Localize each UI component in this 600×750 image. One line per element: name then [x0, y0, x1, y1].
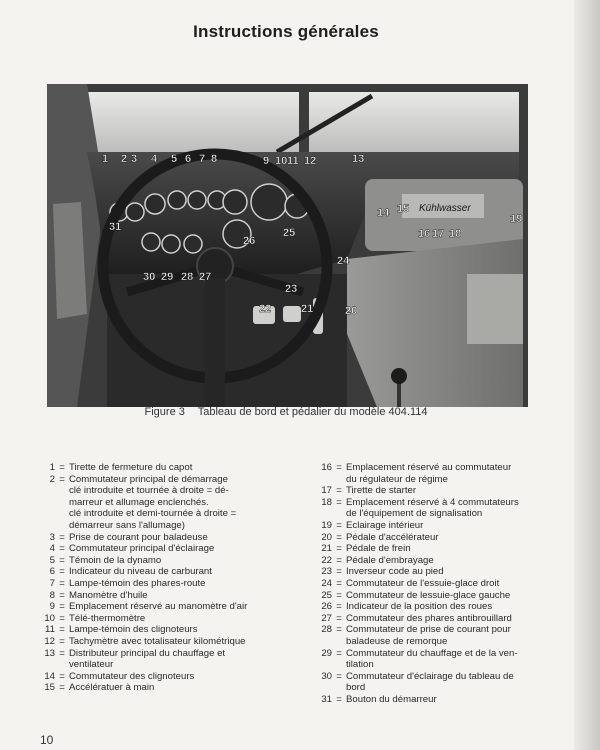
legend-number: 12	[44, 635, 55, 647]
callout-26: 26	[243, 235, 256, 247]
legend-text: Commutateur de prise de courant pour	[346, 624, 511, 636]
legend-equals: =	[336, 531, 342, 543]
legend-text: Télé-thermomètre	[69, 612, 146, 624]
legend-item-13	[33, 648, 303, 660]
legend-text: Commutateur des phares antibrouillard	[346, 612, 512, 624]
figure-label: Figure 3	[144, 406, 185, 418]
legend-text: Pédale de frein	[346, 543, 411, 555]
legend-item-10	[33, 613, 303, 625]
legend-item-28-cont	[310, 636, 532, 648]
legend-equals: =	[336, 519, 342, 531]
callout-18: 18	[449, 228, 462, 240]
callout-1: 1	[102, 153, 109, 165]
legend-number: 3	[49, 531, 55, 543]
gear-knob	[391, 368, 407, 384]
callout-23: 23	[285, 283, 298, 295]
legend-text: Lampe-témoin des phares-route	[69, 577, 206, 589]
callout-15: 15	[397, 203, 410, 215]
legend-item-30	[310, 671, 532, 683]
callout-7: 7	[199, 153, 206, 165]
legend-text: de l'équipement de signalisation	[346, 508, 483, 520]
legend-text: Emplacement réservé au commutateur	[346, 462, 512, 473]
legend-item-2-cont	[33, 520, 303, 532]
legend-item-2	[33, 474, 303, 486]
gauge-dial	[251, 184, 287, 220]
legend-equals: =	[59, 612, 65, 624]
callout-6: 6	[185, 153, 192, 165]
legend-text: clé introduite et demi-tournée à droite =	[69, 508, 237, 520]
legend-item-18	[310, 497, 532, 509]
page-title: Instructions générales	[193, 22, 379, 41]
callout-2: 2	[121, 153, 128, 165]
legend-item-12	[33, 636, 303, 648]
legend-equals: =	[336, 577, 342, 589]
legend-item-27	[310, 613, 532, 625]
legend-equals: =	[59, 473, 65, 485]
legend-item-16	[310, 462, 532, 474]
gauge-dial	[145, 194, 165, 214]
callout-28: 28	[181, 271, 194, 283]
legend-item-16-cont	[310, 474, 532, 486]
callout-16: 16	[418, 228, 431, 240]
callout-13: 13	[352, 153, 365, 165]
legend-equals: =	[336, 462, 342, 473]
callout-9: 9	[263, 155, 270, 167]
steering-column	[205, 278, 225, 407]
windshield-left-pane	[87, 92, 299, 152]
legend-item-24	[310, 578, 532, 590]
legend-right-column	[310, 462, 532, 705]
callout-30: 30	[143, 271, 156, 283]
callout-3: 3	[131, 153, 138, 165]
legend-equals: =	[59, 543, 65, 555]
legend-text: baladeuse de remorque	[346, 635, 448, 647]
legend-equals: =	[336, 485, 342, 497]
legend-number: 13	[44, 647, 55, 659]
legend-text: Tirette de fermeture du capot	[69, 462, 193, 473]
legend-item-9	[33, 601, 303, 613]
legend-item-13-cont	[33, 659, 303, 671]
legend-text: Accélératuer à main	[69, 682, 155, 694]
legend-text: Commutateur de l'essuie-glace droit	[346, 577, 500, 589]
legend-number: 19	[321, 519, 332, 531]
legend-equals: =	[336, 496, 342, 508]
legend-number: 21	[321, 543, 332, 555]
legend-number: 28	[321, 624, 332, 636]
legend-equals: =	[336, 612, 342, 624]
legend-number: 24	[321, 577, 332, 589]
dashboard-photo	[47, 84, 528, 407]
legend-equals: =	[59, 601, 65, 613]
gauge-dial	[126, 203, 144, 221]
legend-text: Eclairage intérieur	[346, 519, 424, 531]
legend-item-2-cont	[33, 508, 303, 520]
legend-number: 1	[49, 462, 55, 473]
gauge-dial	[168, 191, 186, 209]
legend-text: Commutateur de lessuie-glace gauche	[346, 589, 511, 601]
coolant-plate-text: Kühlwasser	[419, 203, 471, 214]
legend-number: 6	[49, 566, 55, 578]
callout-31: 31	[109, 221, 122, 233]
legend-item-19	[310, 520, 532, 532]
legend-number: 23	[321, 566, 332, 578]
legend-number: 15	[44, 682, 55, 694]
legend-text: ventilateur	[69, 659, 114, 671]
legend-equals: =	[59, 635, 65, 647]
legend-item-18-cont	[310, 508, 532, 520]
legend-equals: =	[336, 566, 342, 578]
legend-item-29-cont	[310, 659, 532, 671]
legend-item-8	[33, 590, 303, 602]
gauge-dial	[188, 191, 206, 209]
legend-number: 11	[45, 624, 55, 636]
legend-number: 22	[321, 554, 332, 566]
legend-text: Emplacement réservé à 4 commutateurs	[346, 496, 519, 508]
legend-number: 26	[321, 601, 332, 613]
windshield-right-pane	[309, 92, 519, 152]
callout-21: 21	[301, 303, 314, 315]
legend-equals: =	[336, 554, 342, 566]
callout-12: 12	[304, 155, 317, 167]
legend-text: Commutateur d'éclairage du tableau de	[346, 670, 514, 682]
legend-text: Pédale d'accélérateur	[346, 531, 439, 543]
legend-text: Témoin de la dynamo	[69, 554, 162, 566]
legend-equals: =	[59, 554, 65, 566]
floor	[107, 274, 347, 407]
legend-text: Commutateur principal de démarrage	[69, 473, 228, 485]
legend-item-3	[33, 532, 303, 544]
legend-number: 7	[49, 577, 55, 589]
legend-item-25	[310, 590, 532, 602]
legend-text: Lampe-témoin des clignoteurs	[69, 624, 198, 636]
legend-item-7	[33, 578, 303, 590]
callout-4: 4	[151, 153, 158, 165]
callout-14: 14	[377, 207, 390, 219]
legend-text: Prise de courant pour baladeuse	[69, 531, 208, 543]
legend-item-21	[310, 543, 532, 555]
legend-number: 5	[49, 554, 55, 566]
legend-text: Tachymètre avec totalisateur kilométrique	[69, 635, 246, 647]
legend-number: 30	[321, 670, 332, 682]
legend-number: 2	[49, 473, 55, 485]
callout-25: 25	[283, 227, 296, 239]
legend-text: clé introduite et tournée à droite = dé-	[69, 485, 229, 497]
callout-27: 27	[199, 271, 212, 283]
legend-item-2-cont	[33, 497, 303, 509]
legend-item-26	[310, 601, 532, 613]
gauge-dial	[223, 190, 247, 214]
callout-17: 17	[432, 228, 445, 240]
legend-number: 29	[321, 647, 332, 659]
callout-24: 24	[337, 255, 350, 267]
legend-text: tilation	[346, 659, 374, 671]
legend-number: 9	[49, 601, 55, 613]
legend-equals: =	[336, 543, 342, 555]
legend-equals: =	[59, 462, 65, 473]
legend-equals: =	[59, 577, 65, 589]
legend-text: Commutateur principal d'éclairage	[69, 543, 215, 555]
legend-item-14	[33, 671, 303, 683]
legend-equals: =	[336, 647, 342, 659]
legend-equals: =	[59, 682, 65, 694]
legend-text: Bouton du démarreur	[346, 693, 437, 705]
legend-equals: =	[59, 531, 65, 543]
legend-item-22	[310, 555, 532, 567]
legend-number: 16	[321, 462, 332, 473]
legend-text: Emplacement réservé au manomètre d'air	[69, 601, 248, 613]
callout-8: 8	[211, 153, 218, 165]
legend-equals: =	[336, 624, 342, 636]
legend-number: 18	[321, 496, 332, 508]
gear-pattern-plate	[467, 274, 523, 344]
legend-item-20	[310, 532, 532, 544]
legend-equals: =	[336, 693, 342, 705]
legend-equals: =	[336, 589, 342, 601]
legend-item-11	[33, 624, 303, 636]
legend-item-5	[33, 555, 303, 567]
legend-equals: =	[336, 670, 342, 682]
callout-10: 10	[275, 155, 288, 167]
figure-caption	[0, 406, 572, 418]
legend-text: démarreur sans l'allumage)	[69, 519, 185, 531]
legend-item-31	[310, 694, 532, 706]
legend-item-29	[310, 648, 532, 660]
legend-item-28	[310, 624, 532, 636]
legend-text: bord	[346, 682, 366, 694]
legend-text: Commutateur des clignoteurs	[69, 670, 195, 682]
legend-item-17	[310, 485, 532, 497]
legend-item-2-cont	[33, 485, 303, 497]
legend-equals: =	[59, 624, 65, 636]
callout-20: 20	[345, 305, 358, 317]
legend-equals: =	[59, 647, 65, 659]
legend-number: 4	[49, 543, 55, 555]
door-panel	[53, 202, 87, 319]
legend-text: Indicateur de la position des roues	[346, 601, 493, 613]
legend-text: marreur et allumage enclenchés.	[69, 496, 209, 508]
legend-text: Tirette de starter	[346, 485, 417, 497]
legend-text: Indicateur du niveau de carburant	[69, 566, 212, 578]
legend-number: 17	[321, 485, 332, 497]
legend-number: 25	[321, 589, 332, 601]
page-number: 10	[40, 733, 54, 747]
brake-pedal	[283, 306, 301, 322]
legend-equals: =	[59, 670, 65, 682]
legend-number: 31	[321, 693, 332, 705]
legend-number: 14	[44, 670, 55, 682]
legend-item-23	[310, 566, 532, 578]
legend-text: Commutateur du chauffage et de la ven-	[346, 647, 518, 659]
legend-text: Distributeur principal du chauffage et	[69, 647, 226, 659]
gauge-dial	[184, 235, 202, 253]
legend-text: du régulateur de régime	[346, 473, 448, 485]
page-edge-shadow	[574, 0, 600, 750]
gauge-dial	[142, 233, 160, 251]
legend-text: Pédale d'embrayage	[346, 554, 434, 566]
legend-equals: =	[336, 601, 342, 613]
legend-number: 27	[321, 612, 332, 624]
legend-number: 10	[44, 612, 55, 624]
gauge-dial	[162, 235, 180, 253]
callout-22: 22	[259, 303, 272, 315]
callout-11: 11	[287, 155, 299, 167]
legend-equals: =	[59, 566, 65, 578]
legend-number: 20	[321, 531, 332, 543]
legend-text: Manomètre d'huile	[69, 589, 148, 601]
legend-item-4	[33, 543, 303, 555]
legend-item-15	[33, 682, 303, 694]
callout-29: 29	[161, 271, 174, 283]
legend-text: Inverseur code au pied	[346, 566, 444, 578]
legend-item-30-cont	[310, 682, 532, 694]
callout-19: 19	[510, 213, 523, 225]
legend-equals: =	[59, 589, 65, 601]
callout-5: 5	[171, 153, 178, 165]
legend-left-column	[33, 462, 303, 694]
legend-number: 8	[49, 589, 55, 601]
legend-item-1	[33, 462, 303, 474]
figure-caption-text: Tableau de bord et pédalier du modèle 404.114	[197, 406, 428, 418]
legend-item-6	[33, 566, 303, 578]
